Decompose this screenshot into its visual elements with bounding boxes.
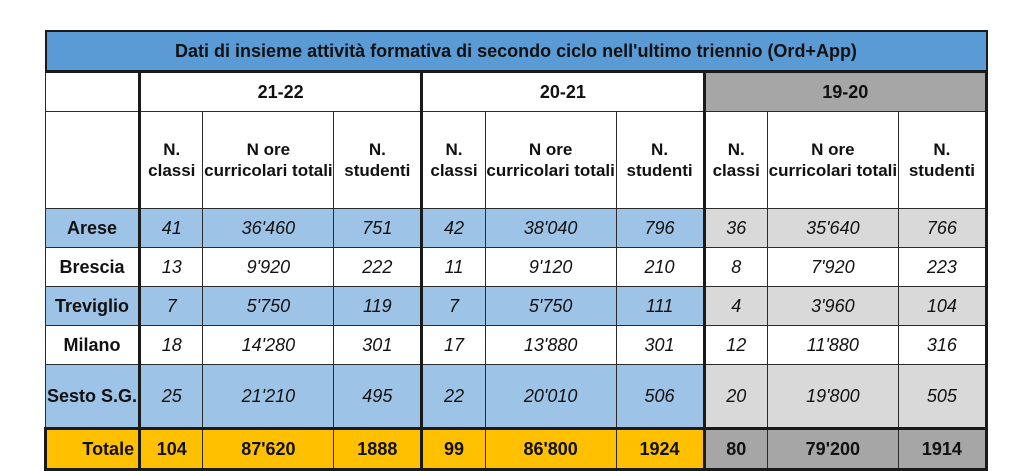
summary-table [44, 30, 988, 471]
table-cell: 9'920 [203, 248, 334, 287]
table-cell: 36'460 [203, 209, 334, 248]
row-label: Arese [46, 209, 140, 248]
col-header-ore: N ore curricolari totali [485, 112, 616, 209]
year-header-21-22: 21-22 [140, 72, 422, 112]
col-header-studenti: N. studenti [898, 112, 986, 209]
table-cell: 17 [422, 326, 485, 365]
table-cell: 36 [704, 209, 767, 248]
table-cell: 21'210 [203, 365, 334, 429]
table-cell: 223 [898, 248, 986, 287]
table-cell: 119 [334, 287, 422, 326]
table-cell: 495 [334, 365, 422, 429]
table-cell: 5'750 [203, 287, 334, 326]
col-header-ore: N ore curricolari totali [203, 112, 334, 209]
year-header-20-21: 20-21 [422, 72, 704, 112]
table-cell: 222 [334, 248, 422, 287]
table-row [46, 287, 987, 326]
table-row [46, 248, 987, 287]
col-header-ore: N ore curricolari totali [767, 112, 898, 209]
total-cell: 1888 [334, 429, 422, 470]
total-cell: 87'620 [203, 429, 334, 470]
table-cell: 104 [898, 287, 986, 326]
total-label: Totale [46, 429, 140, 470]
table-cell: 5'750 [485, 287, 616, 326]
total-cell: 1924 [616, 429, 704, 470]
table-cell: 19'800 [767, 365, 898, 429]
table-cell: 12 [704, 326, 767, 365]
table-row [46, 326, 987, 365]
table-cell: 796 [616, 209, 704, 248]
header-corner-cell [46, 112, 140, 209]
table-cell: 3'960 [767, 287, 898, 326]
table-cell: 766 [898, 209, 986, 248]
table-cell: 506 [616, 365, 704, 429]
table-cell: 42 [422, 209, 485, 248]
col-header-studenti: N. studenti [334, 112, 422, 209]
summary-table-container [44, 30, 988, 471]
table-cell: 210 [616, 248, 704, 287]
table-cell: 20'010 [485, 365, 616, 429]
table-cell: 11'880 [767, 326, 898, 365]
table-cell: 7 [140, 287, 203, 326]
total-cell: 1914 [898, 429, 986, 470]
row-label: Sesto S.G. [46, 365, 140, 429]
year-header-19-20: 19-20 [704, 72, 986, 112]
table-cell: 301 [334, 326, 422, 365]
table-cell: 14'280 [203, 326, 334, 365]
table-cell: 35'640 [767, 209, 898, 248]
table-cell: 13 [140, 248, 203, 287]
table-cell: 22 [422, 365, 485, 429]
col-header-classi: N. classi [422, 112, 485, 209]
col-header-studenti: N. studenti [616, 112, 704, 209]
table-cell: 13'880 [485, 326, 616, 365]
table-cell: 9'120 [485, 248, 616, 287]
row-label: Treviglio [46, 287, 140, 326]
total-row [46, 429, 987, 470]
col-header-classi: N. classi [140, 112, 203, 209]
table-row [46, 365, 987, 429]
table-title: Dati di insieme attività formativa di secondo ciclo nell'ultimo triennio (Ord+App) [46, 31, 987, 72]
total-cell: 99 [422, 429, 485, 470]
total-cell: 80 [704, 429, 767, 470]
table-cell: 111 [616, 287, 704, 326]
table-cell: 301 [616, 326, 704, 365]
col-header-classi: N. classi [704, 112, 767, 209]
table-cell: 7'920 [767, 248, 898, 287]
table-cell: 505 [898, 365, 986, 429]
table-cell: 18 [140, 326, 203, 365]
table-row [46, 209, 987, 248]
table-cell: 38'040 [485, 209, 616, 248]
table-cell: 11 [422, 248, 485, 287]
table-cell: 25 [140, 365, 203, 429]
table-cell: 20 [704, 365, 767, 429]
row-label: Brescia [46, 248, 140, 287]
total-cell: 86'800 [485, 429, 616, 470]
table-cell: 8 [704, 248, 767, 287]
table-cell: 316 [898, 326, 986, 365]
table-cell: 7 [422, 287, 485, 326]
total-cell: 79'200 [767, 429, 898, 470]
table-cell: 4 [704, 287, 767, 326]
total-cell: 104 [140, 429, 203, 470]
table-cell: 41 [140, 209, 203, 248]
corner-cell [46, 72, 140, 112]
table-cell: 751 [334, 209, 422, 248]
row-label: Milano [46, 326, 140, 365]
